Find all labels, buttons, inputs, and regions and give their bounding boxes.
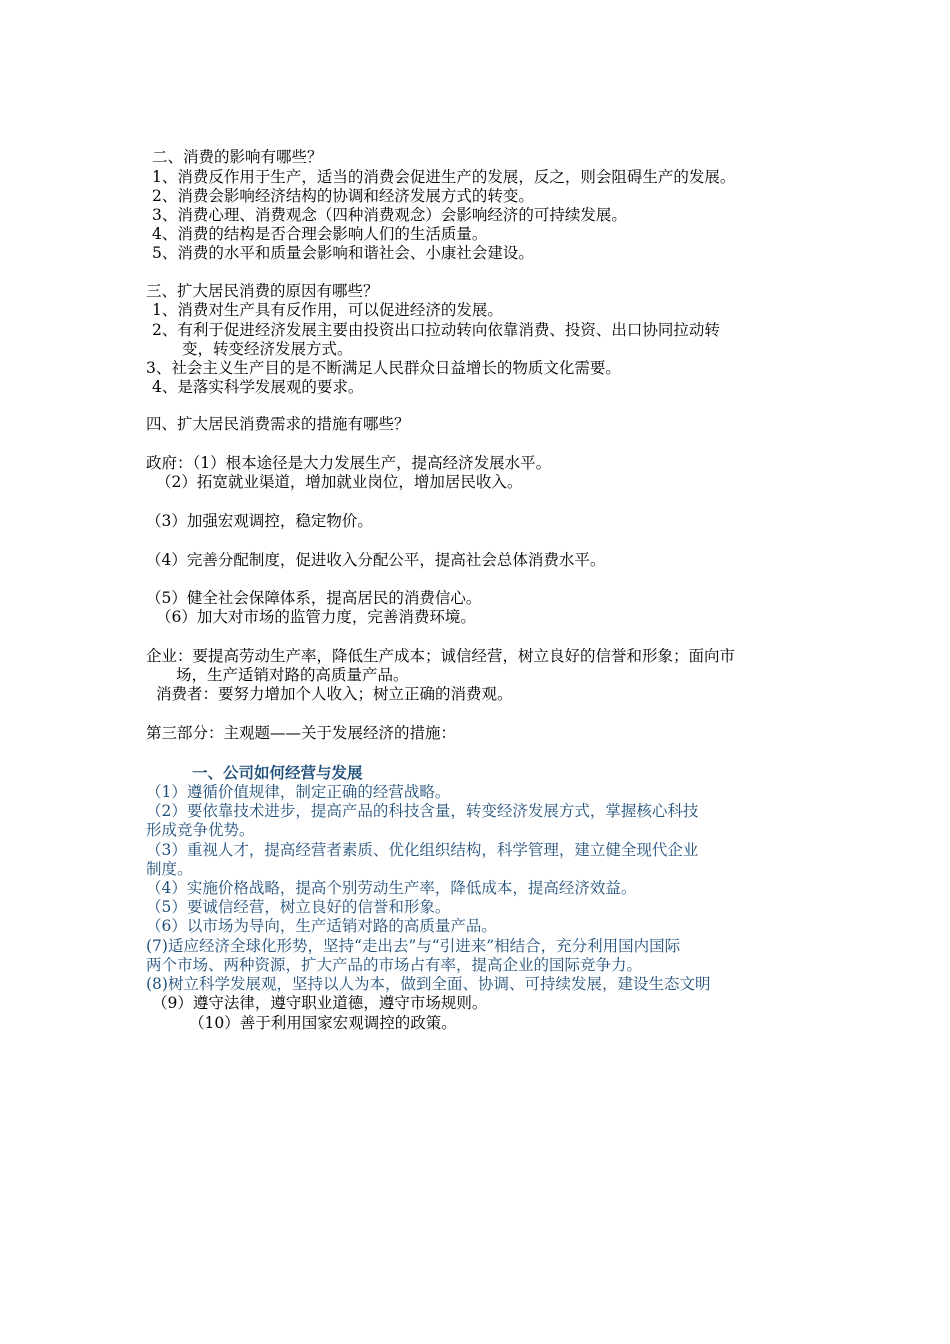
section2-item: 4、消费的结构是否合理会影响人们的生活质量。 — [152, 225, 488, 243]
part3-item: (8)树立科学发展观，坚持以人为本，做到全面、协调、可持续发展，建设生态文明 — [146, 975, 711, 993]
section2-item: 1、消费反作用于生产，适当的消费会促进生产的发展，反之，则会阻碍生产的发展。 — [152, 168, 736, 186]
section3-item: 2、有利于促进经济发展主要由投资出口拉动转向依靠消费、投资、出口协同拉动转 — [152, 321, 720, 339]
part3-item: （1）遵循价值规律，制定正确的经营战略。 — [146, 783, 451, 801]
part3-item: （2）要依靠技术进步，提高产品的科技含量，转变经济发展方式，掌握核心科技 — [146, 802, 699, 820]
gov-measure: （4）完善分配制度，促进收入分配公平，提高社会总体消费水平。 — [146, 551, 606, 569]
part3-item: （10）善于利用国家宏观调控的政策。 — [189, 1014, 457, 1032]
part3-title: 第三部分：主观题——关于发展经济的措施： — [146, 724, 457, 742]
part3-item: (7)适应经济全球化形势，坚持“走出去”与“引进来”相结合，充分利用国内国际 — [146, 937, 681, 955]
enterprise-measure: 场，生产适销对路的高质量产品。 — [176, 666, 409, 684]
part3-item: （4）实施价格战略，提高个别劳动生产率，降低成本，提高经济效益。 — [146, 879, 637, 897]
part3-heading: 一、公司如何经营与发展 — [192, 763, 363, 782]
section3-title: 三、扩大居民消费的原因有哪些？ — [146, 282, 379, 300]
consumer-measure: 消费者：要努力增加个人收入；树立正确的消费观。 — [156, 685, 513, 703]
gov-measure: （6）加大对市场的监管力度，完善消费环境。 — [156, 608, 476, 626]
section3-item: 变，转变经济发展方式。 — [182, 340, 353, 358]
gov-measure: （5）健全社会保障体系，提高居民的消费信心。 — [146, 589, 482, 607]
part3-item: 形成竞争优势。 — [146, 821, 255, 839]
section2-item: 3、消费心理、消费观念（四种消费观念）会影响经济的可持续发展。 — [152, 206, 627, 224]
section3-item: 1、消费对生产具有反作用，可以促进经济的发展。 — [152, 301, 503, 319]
section3-item: 3、社会主义生产目的是不断满足人民群众日益增长的物质文化需要。 — [146, 359, 621, 377]
part3-item: 制度。 — [146, 860, 193, 878]
section2-item: 5、消费的水平和质量会影响和谐社会、小康社会建设。 — [152, 244, 534, 262]
part3-item: （9）遵守法律，遵守职业道德，遵守市场规则。 — [152, 994, 488, 1012]
section2-title: 二、消费的影响有哪些？ — [152, 148, 323, 166]
gov-measure: （2）拓宽就业渠道，增加就业岗位，增加居民收入。 — [156, 473, 523, 491]
part3-item: （6）以市场为导向，生产适销对路的高质量产品。 — [146, 917, 497, 935]
part3-item: （5）要诚信经营，树立良好的信誉和形象。 — [146, 898, 451, 916]
enterprise-measure: 企业：要提高劳动生产率，降低生产成本；诚信经营，树立良好的信誉和形象；面向市 — [146, 647, 736, 665]
gov-measure: 政府：（1）根本途径是大力发展生产，提高经济发展水平。 — [146, 454, 552, 472]
part3-item: 两个市场、两种资源，扩大产品的市场占有率，提高企业的国际竞争力。 — [146, 956, 643, 974]
part3-item: （3）重视人才，提高经营者素质、优化组织结构，科学管理，建立健全现代企业 — [146, 841, 699, 859]
section2-item: 2、消费会影响经济结构的协调和经济发展方式的转变。 — [152, 187, 534, 205]
section4-title: 四、扩大居民消费需求的措施有哪些？ — [146, 415, 410, 433]
section3-item: 4、是落实科学发展观的要求。 — [152, 378, 364, 396]
gov-measure: （3）加强宏观调控，稳定物价。 — [146, 512, 373, 530]
